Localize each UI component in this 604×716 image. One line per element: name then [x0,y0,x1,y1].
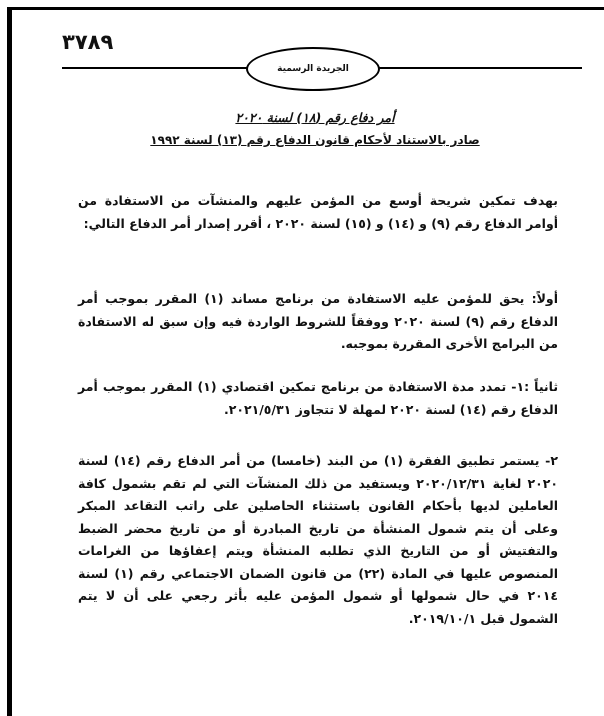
intro-paragraph [78,190,558,235]
intro-text: بهدف تمكين شريحة أوسع من المؤمن عليهم والمنشآت من الاستفادة من أوامر الدفاع رقم (٩) و (١٤) و (١٥) لسنة ٢٠٢٠ ، أقرر إصدار أمر الدفاع التالي: [78,193,558,231]
title-line-1: أمر دفاع رقم (١٨) لسنة ٢٠٢٠ [235,110,395,125]
article-second-item-2 [78,450,558,630]
page-border-left [7,7,12,716]
article-second-item-1 [78,376,558,421]
article-second-item-1-text: ثانياً :١- تمدد مدة الاستفادة من برنامج تمكين اقتصادي (١) المقرر بموجب أمر الدفاع رقم (١٤) لسنة ٢٠٢٠ لمهلة لا تتجاوز ٢٠٢١/٥/٣١. [78,379,559,417]
gazette-name: الجريدة الرسمية [277,64,349,74]
title-line-2: صادر بالاستناد لأحكام قانون الدفاع رقم (١٣) لسنة ١٩٩٢ [150,133,480,147]
page-border-top [7,7,604,10]
article-first [78,288,558,356]
document-title [150,108,480,150]
article-first-text: أولاً: يحق للمؤمن عليه الاستفادة من برنامج مساند (١) المقرر بموجب أمر الدفاع رقم (٩) لسنة ٢٠٢٠ ووفقاً للشروط الواردة فيه وإن سبق له الاستفادة من البرامج الأخرى المقررة بموجبه. [78,291,558,351]
gazette-emblem [246,47,380,91]
page-number: ٣٧٨٩ [62,30,114,54]
article-second-item-2-text: ٢- يستمر تطبيق الفقرة (١) من البند (خامسا) من أمر الدفاع رقم (١٤) لسنة ٢٠٢٠ لغاية ٢٠٢٠/١٢/٣١ ويستفيد من ذلك المنشآت التي لم تقم بشمول كافة العاملين لديها بأحكام القانون باستثناء الحاصلين على راتب التقاعد المبكر وعلى أن يتم شمول المنشأة من تاريخ المبادرة أو من تاريخ محضر الضبط والتفتيش أو من التاريخ الذي تطلبه المنشأة ويتم إعفاؤها من الغرامات المنصوص عليها في المادة (٢٢) من قانون الضمان الاجتماعي رقم (١) لسنة ٢٠١٤ في حال شمولها أو شمول المؤمن عليه بأثر رجعي على أن لا يتم الشمول قبل ٢٠١٩/١٠/١. [78,453,558,626]
